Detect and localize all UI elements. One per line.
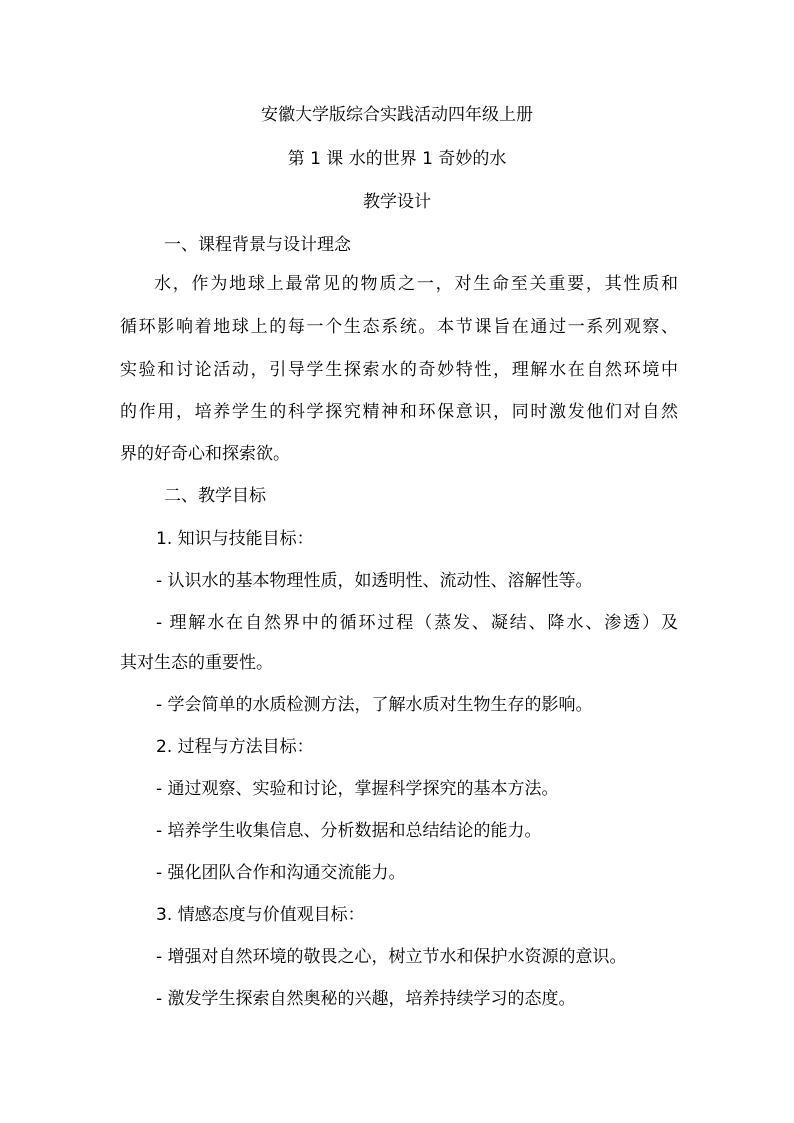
goal2-title: 2. 过程与方法目标： bbox=[156, 737, 314, 757]
section1-paragraph-line: 水，作为地球上最常见的物质之一，对生命至关重要，其性质和 bbox=[154, 274, 678, 294]
section2-heading: 二、教学目标 bbox=[164, 486, 266, 506]
section1-paragraph-line: 界的好奇心和探索欲。 bbox=[120, 444, 290, 464]
goal1-title: 1. 知识与技能目标： bbox=[156, 529, 314, 549]
goal2-item: - 强化团队合作和沟通交流能力。 bbox=[156, 863, 406, 883]
section1-paragraph-line: 实验和讨论活动，引导学生探索水的奇妙特性，理解水在自然环境中 bbox=[120, 360, 678, 380]
goal1-item: - 理解水在自然界中的循环过程（蒸发、凝结、降水、渗透）及 bbox=[156, 613, 678, 633]
section1-heading: 一、课程背景与设计理念 bbox=[164, 235, 351, 255]
goal1-item: - 学会简单的水质检测方法，了解水质对生物生存的影响。 bbox=[156, 695, 593, 715]
goal1-item: - 认识水的基本物理性质，如透明性、流动性、溶解性等。 bbox=[156, 571, 593, 591]
document-type-title: 教学设计 bbox=[363, 192, 431, 212]
goal3-item: - 增强对自然环境的敬畏之心，树立节水和保护水资源的意识。 bbox=[156, 947, 627, 967]
goal2-item: - 培养学生收集信息、分析数据和总结结论的能力。 bbox=[156, 821, 542, 841]
book-title: 安徽大学版综合实践活动四年级上册 bbox=[261, 105, 533, 125]
section1-paragraph-line: 循环影响着地球上的每一个生态系统。本节课旨在通过一系列观察、 bbox=[120, 317, 678, 337]
goal2-item: - 通过观察、实验和讨论，掌握科学探究的基本方法。 bbox=[156, 779, 559, 799]
goal1-item-continuation: 其对生态的重要性。 bbox=[120, 653, 273, 673]
lesson-title: 第 1 课 水的世界 1 奇妙的水 bbox=[287, 149, 507, 169]
goal3-item: - 激发学生探索自然奥秘的兴趣，培养持续学习的态度。 bbox=[156, 989, 576, 1009]
goal3-title: 3. 情感态度与价值观目标： bbox=[156, 905, 365, 925]
section1-paragraph-line: 的作用，培养学生的科学探究精神和环保意识，同时激发他们对自然 bbox=[120, 402, 678, 422]
